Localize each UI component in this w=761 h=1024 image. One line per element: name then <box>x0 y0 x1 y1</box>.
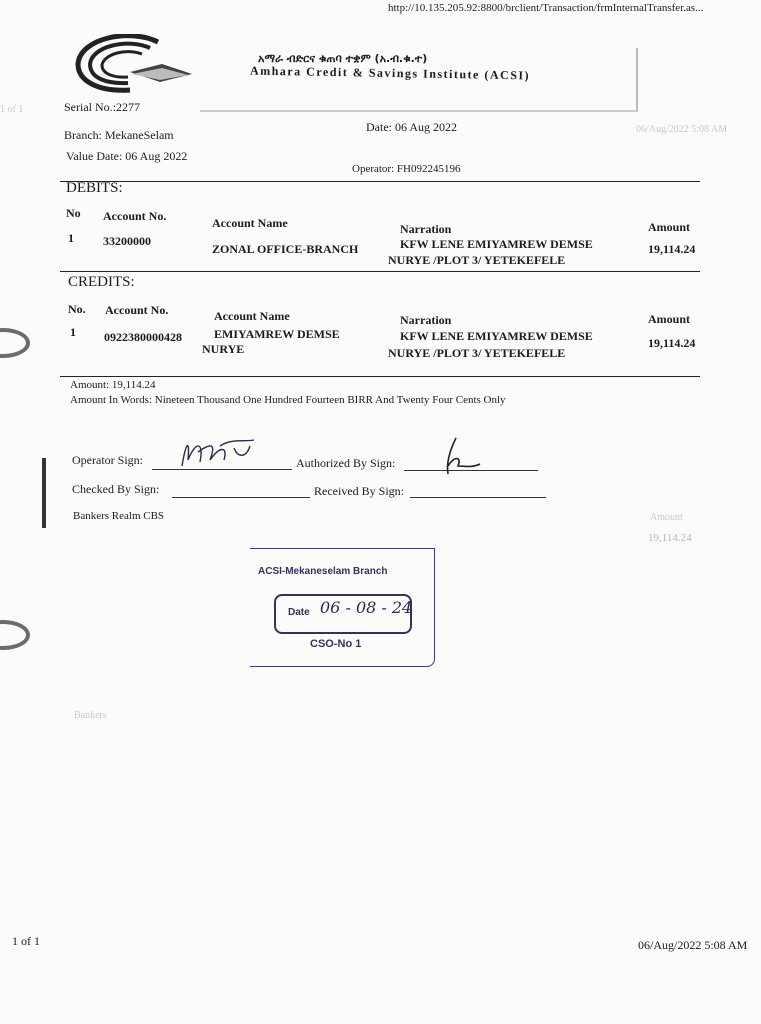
serial-no: Serial No.:2277 <box>64 100 140 114</box>
debits-header-account-no: Account No. <box>103 209 167 223</box>
debits-top-rule <box>60 181 700 182</box>
debits-title: DEBITS: <box>66 180 123 196</box>
binder-ring-top <box>0 328 30 358</box>
credits-header-no: No. <box>68 302 86 316</box>
debit-row-no: 1 <box>68 231 74 245</box>
operator-signature-icon <box>176 432 260 472</box>
ghost-bankers: Bankers <box>74 710 107 721</box>
credits-title: CREDITS: <box>68 274 135 290</box>
stamp-date-value: 06 - 08 - 24 <box>320 598 413 617</box>
ghost-page: 1 of 1 <box>0 104 24 115</box>
credit-row-account-name-line2: NURYE <box>202 342 245 356</box>
credit-row-amount: 19,114.24 <box>648 336 696 350</box>
document-date: Date: 06 Aug 2022 <box>366 120 457 134</box>
institute-english-name: Amhara Credit & Savings Institute (ACSI) <box>249 63 531 83</box>
credit-row-account-name-line1: EMIYAMREW DEMSE <box>214 327 340 341</box>
amount-in-words: Amount In Words: Nineteen Thousand One Hundred Fourteen BIRR And Twenty Four Cents Only <box>70 394 506 406</box>
authorized-signature-icon <box>436 436 486 476</box>
institute-amharic-name: አማራ ብድርና ቁጠባ ተቋም (አ.ብ.ቁ.ተ) <box>258 52 428 65</box>
ghost-date: 06/Aug/2022 5:08 AM <box>636 124 728 135</box>
credit-row-narration-line1: KFW LENE EMIYAMREW DEMSE <box>400 329 593 343</box>
debits-header-narration: Narration <box>400 222 452 236</box>
credits-header-account-name: Account Name <box>214 309 290 323</box>
debit-row-amount: 19,114.24 <box>648 242 696 256</box>
page-number: 1 of 1 <box>12 934 40 948</box>
received-sign-label: Received By Sign: <box>314 484 404 498</box>
acsi-logo-icon <box>70 34 195 94</box>
stamp-date-label: Date <box>288 607 310 618</box>
debits-header-account-name: Account Name <box>212 216 288 230</box>
ghost-amount-label: Amount <box>650 512 683 523</box>
credits-header-amount: Amount <box>648 312 691 326</box>
debit-row-account-no: 33200000 <box>103 234 151 248</box>
credit-row-no: 1 <box>70 325 76 339</box>
debit-row-narration-line2: NURYE /PLOT 3/ YETEKEFELE <box>388 253 566 267</box>
stamp-branch-name: ACSI-Mekaneselam Branch <box>258 566 388 577</box>
branch: Branch: MekaneSelam <box>64 128 174 142</box>
stamp-cso-no: CSO-No 1 <box>310 638 362 650</box>
branch-stamp-top-edge <box>250 548 434 549</box>
system-name: Bankers Realm CBS <box>73 510 165 522</box>
operator-sign-label: Operator Sign: <box>72 453 143 467</box>
debits-header-no: No <box>66 206 81 220</box>
checked-sign-label: Checked By Sign: <box>72 482 160 496</box>
credit-row-narration-line2: NURYE /PLOT 3/ YETEKEFELE <box>388 346 566 360</box>
credits-header-account-no: Account No. <box>105 303 169 317</box>
binder-ring-bottom <box>0 620 30 650</box>
summary-rule <box>60 376 700 377</box>
value-date: Value Date: 06 Aug 2022 <box>66 149 188 163</box>
debit-row-narration-line1: KFW LENE EMIYAMREW DEMSE <box>400 237 593 251</box>
binder-clip <box>42 458 46 528</box>
credits-header-narration: Narration <box>400 313 452 327</box>
debit-row-account-name: ZONAL OFFICE-BRANCH <box>212 242 359 256</box>
checked-sign-line <box>172 497 310 498</box>
credit-row-account-no: 0922380000428 <box>104 330 182 344</box>
print-timestamp: 06/Aug/2022 5:08 AM <box>638 938 748 952</box>
credits-top-rule <box>60 271 700 272</box>
ghost-amount-value: 19,114.24 <box>648 532 692 544</box>
received-sign-line <box>410 497 546 498</box>
authorized-sign-label: Authorized By Sign: <box>296 456 396 470</box>
debits-header-amount: Amount <box>648 220 691 234</box>
total-amount: Amount: 19,114.24 <box>70 379 156 391</box>
operator-id: Operator: FH092245196 <box>352 163 461 175</box>
page-url: http://10.135.205.92:8800/brclient/Transaction/frmInternalTransfer.as... <box>388 2 704 14</box>
